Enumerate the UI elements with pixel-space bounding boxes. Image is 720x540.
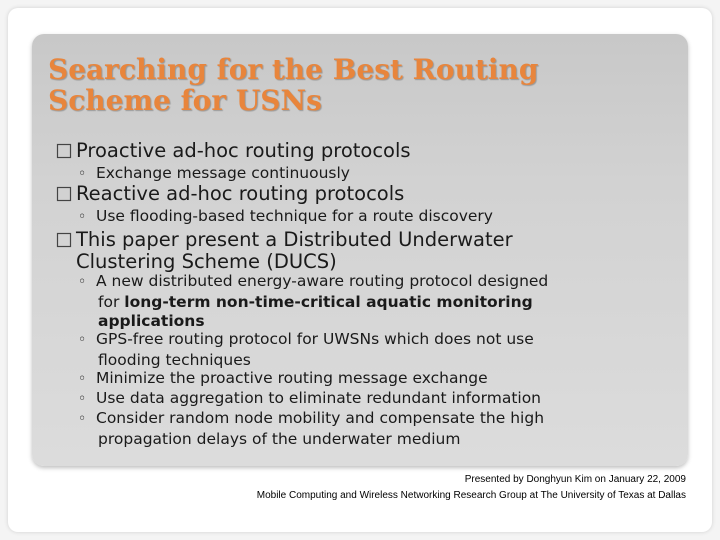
ring-bullet-icon: ◦ — [78, 274, 87, 290]
sub-bullet-gps-free — [78, 330, 534, 370]
sub-bullet-minimize-text: Minimize the proactive routing message exchange — [96, 369, 488, 387]
bullet-reactive-text: Reactive ad-hoc routing protocols — [76, 182, 405, 205]
sub-bullet-mobility — [78, 409, 544, 449]
sub-bullet-energy-aware-emphasis: long-term non-time-critical aquatic monitoring — [124, 292, 533, 311]
sub-bullet-exchange-text: Exchange message continuously — [96, 164, 350, 182]
ring-bullet-icon: ◦ — [78, 411, 87, 427]
bullet-ducs — [56, 229, 513, 273]
sub-bullet-gps-free-line-1: GPS-free routing protocol for UWSNs which does not use — [96, 330, 534, 348]
sub-bullet-mobility-line-1: Consider random node mobility and compensate the high — [96, 409, 545, 427]
sub-bullet-energy-aware-line-2: for — [98, 292, 125, 311]
slide-title-line-2: Scheme for USNs — [48, 84, 322, 117]
sub-bullet-flooding — [78, 207, 493, 228]
ring-bullet-icon: ◦ — [78, 332, 87, 348]
sub-bullet-mobility-line-2: propagation delays of the underwater medium — [98, 429, 461, 448]
ring-bullet-icon: ◦ — [78, 209, 87, 225]
sub-bullet-energy-aware-line-1: A new distributed energy-aware routing protocol designed — [96, 272, 549, 290]
bullet-ducs-line-1: This paper present a Distributed Underwater — [76, 228, 513, 251]
slide-title — [48, 54, 648, 116]
square-bullet-icon — [56, 231, 72, 247]
sub-bullet-flooding-text: Use flooding-based technique for a route discovery — [96, 207, 493, 225]
sub-bullet-aggregation — [78, 389, 541, 410]
sub-bullet-aggregation-text: Use data aggregation to eliminate redundant information — [96, 389, 542, 407]
ring-bullet-icon: ◦ — [78, 166, 87, 182]
ring-bullet-icon: ◦ — [78, 391, 87, 407]
footer-affiliation: Mobile Computing and Wireless Networking Research Group at The University of Texas at Dallas — [256, 490, 686, 501]
square-bullet-icon — [56, 186, 72, 202]
sub-bullet-energy-aware — [78, 272, 548, 332]
bullet-proactive — [56, 140, 411, 162]
bullet-reactive — [56, 183, 404, 205]
bullet-proactive-text: Proactive ad-hoc routing protocols — [76, 139, 411, 162]
bullet-ducs-line-2: Clustering Scheme (DUCS) — [76, 250, 337, 273]
footer-presenter: Presented by Donghyun Kim on January 22, 2009 — [464, 474, 686, 485]
square-bullet-icon — [56, 143, 72, 159]
sub-bullet-minimize — [78, 369, 488, 390]
ring-bullet-icon: ◦ — [78, 371, 87, 387]
sub-bullet-energy-aware-line-3: applications — [98, 312, 205, 330]
slide-title-line-1: Searching for the Best Routing — [48, 53, 539, 86]
sub-bullet-gps-free-line-2: flooding techniques — [98, 350, 251, 369]
